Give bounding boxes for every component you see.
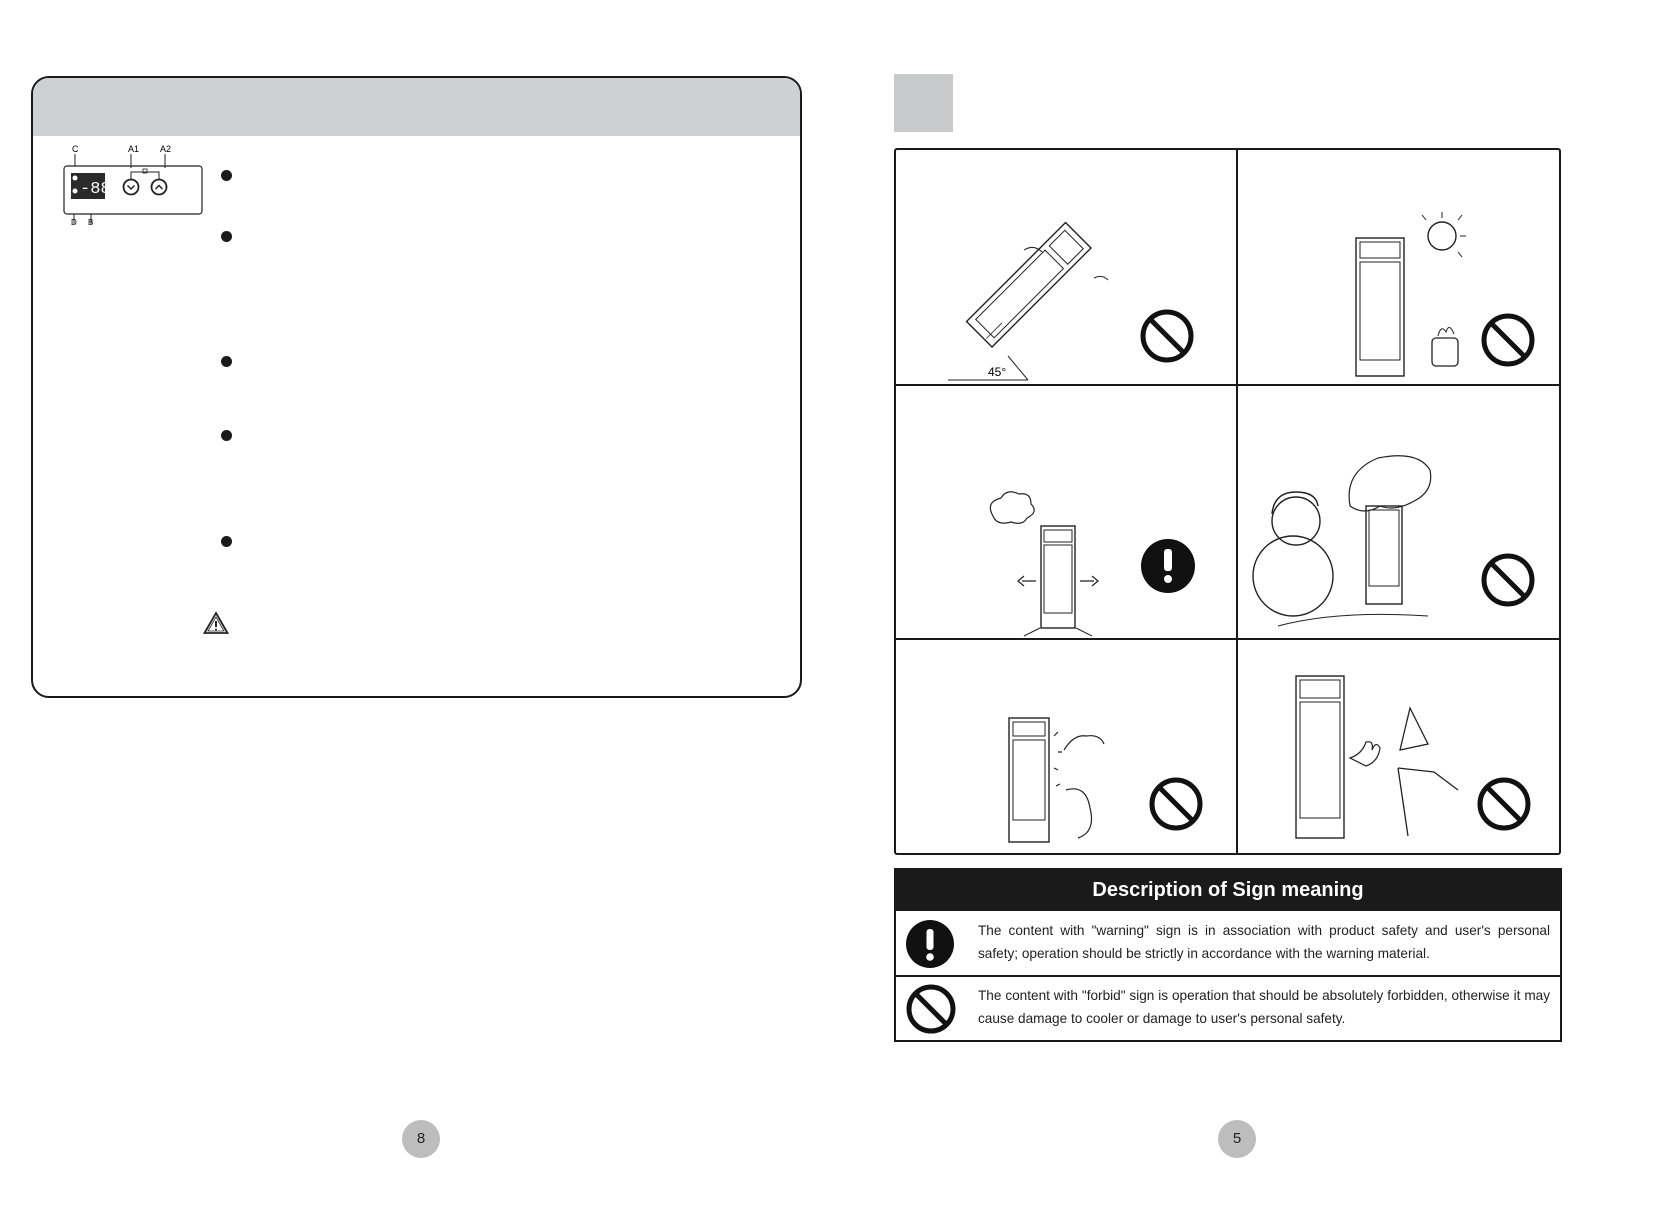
illustration-heat-source	[1238, 150, 1559, 384]
label-d: D	[71, 218, 77, 226]
heater-icon	[1432, 338, 1458, 366]
illustration-tilt-45	[896, 150, 1236, 384]
cloud-icon	[990, 492, 1034, 524]
water-splash-icon	[1064, 736, 1104, 838]
warning-icon	[1141, 539, 1195, 593]
forbid-icon	[1484, 316, 1532, 364]
sharp-object-icon	[1400, 708, 1428, 750]
label-a2: A2	[160, 144, 172, 154]
sign-row-forbid	[896, 977, 1560, 1040]
control-display-diagram	[47, 136, 207, 226]
forbid-description: The content with "forbid" sign is operation that should be absolutely forbidden, otherwise it may cause damage to cooler or damage to user's personal safety.	[978, 988, 1550, 1026]
illustration-ventilation	[896, 386, 1236, 638]
illustration-cold-environment	[1238, 386, 1559, 638]
section-header-bar	[33, 78, 800, 136]
display-digits: -88	[80, 180, 111, 199]
bullet-point	[221, 430, 232, 441]
safety-illustration-grid	[894, 148, 1561, 855]
forbid-icon	[1143, 312, 1191, 360]
forbid-icon	[906, 984, 956, 1034]
sign-meaning-table	[894, 868, 1562, 1042]
section-tab-marker	[894, 74, 953, 132]
caution-triangle-icon	[203, 611, 229, 635]
up-button-icon	[152, 180, 167, 195]
bullet-point	[221, 536, 232, 547]
bullet-point	[221, 356, 232, 367]
forbid-icon	[1152, 780, 1200, 828]
illustration-water-splash	[896, 640, 1236, 853]
label-a1: A1	[128, 144, 140, 154]
label-c: C	[72, 144, 79, 154]
sign-table-title: Description of Sign meaning	[896, 870, 1560, 911]
forbid-icon	[1484, 556, 1532, 604]
bullet-point	[221, 170, 232, 181]
warning-icon	[906, 920, 954, 968]
sun-icon	[1428, 222, 1456, 250]
warning-description: The content with "warning" sign is in association with product safety and user's personal safety; operation should be strictly in accordance with the warning material.	[978, 923, 1550, 961]
page-number: 8	[402, 1120, 440, 1158]
illustration-sharp-objects	[1238, 640, 1559, 853]
label-b: B	[88, 218, 94, 226]
angle-caption: 45°	[988, 365, 1007, 379]
down-button-icon	[124, 180, 139, 195]
snowman-icon	[1253, 536, 1333, 616]
page-number: 5	[1218, 1120, 1256, 1158]
sign-row-warning	[896, 911, 1560, 975]
forbid-icon	[1480, 780, 1528, 828]
bullet-point	[221, 231, 232, 242]
control-panel-section	[31, 76, 802, 698]
